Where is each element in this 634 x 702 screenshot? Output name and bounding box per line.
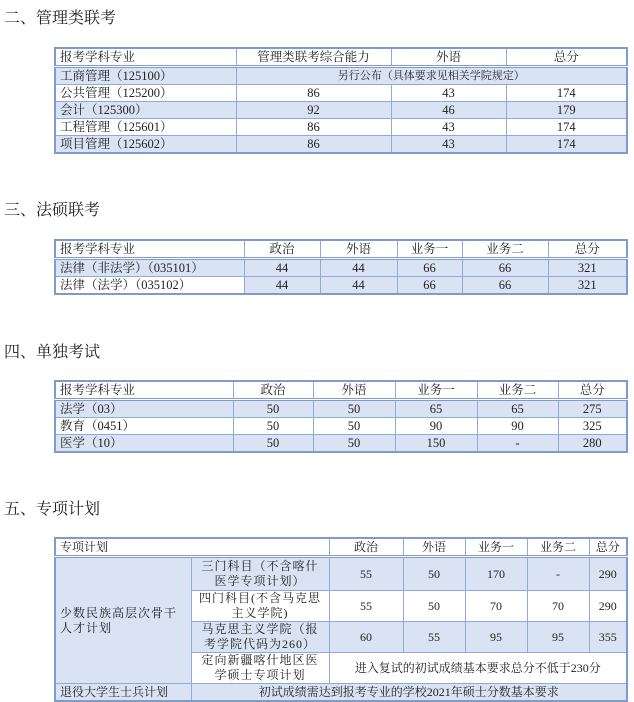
table-row <box>55 259 627 277</box>
cell: 50 <box>233 435 313 453</box>
independent-exam-table <box>54 380 628 453</box>
cell: 280 <box>558 435 627 453</box>
cell: 70 <box>527 591 589 622</box>
header-cell: 外语 <box>403 538 465 557</box>
cell: 50 <box>313 435 395 453</box>
header-cell: 政治 <box>233 381 313 400</box>
header-cell: 业务一 <box>465 538 527 557</box>
table-row <box>55 400 627 418</box>
cell: 定向新疆喀什地区医学硕士专项计划 <box>191 653 329 684</box>
cell: - <box>527 557 589 591</box>
cell: 项目管理（125602） <box>55 136 236 154</box>
cell: 43 <box>391 85 506 102</box>
cell: 公共管理（125200） <box>55 85 236 102</box>
cell: 三门科目（不含喀什医学专项计划） <box>191 557 329 591</box>
cell: 医学（10） <box>55 435 233 453</box>
table-header <box>55 538 627 557</box>
header-cell: 管理类联考综合能力 <box>236 48 391 67</box>
cell: 86 <box>236 85 391 102</box>
cell: 50 <box>313 418 395 435</box>
header-cell: 外语 <box>320 240 397 259</box>
cell: 321 <box>548 259 627 277</box>
header-cell: 政治 <box>329 538 403 557</box>
cell: 86 <box>236 136 391 154</box>
cell: 92 <box>236 102 391 119</box>
header-cell: 总分 <box>589 538 627 557</box>
header-cell: 外语 <box>313 381 395 400</box>
table-row <box>55 418 627 435</box>
cell: 44 <box>244 259 320 277</box>
cell: 95 <box>465 622 527 653</box>
cell: 法学（03） <box>55 400 233 418</box>
header-cell: 政治 <box>244 240 320 259</box>
cell: 90 <box>395 418 477 435</box>
cell: 50 <box>403 591 465 622</box>
major-cell: 工商管理（125100） <box>55 67 236 85</box>
cell: 60 <box>329 622 403 653</box>
cell: 290 <box>589 557 627 591</box>
cell: 43 <box>391 119 506 136</box>
table-header <box>55 48 627 67</box>
header-cell: 报考学科专业 <box>55 48 236 67</box>
cell: 55 <box>329 591 403 622</box>
header-cell: 总分 <box>548 240 627 259</box>
cell: 86 <box>236 119 391 136</box>
cell: 66 <box>397 277 462 295</box>
table-row <box>55 67 627 85</box>
management-table <box>54 47 628 154</box>
cell: 170 <box>465 557 527 591</box>
cell: 95 <box>527 622 589 653</box>
cell: 321 <box>548 277 627 295</box>
cell: 290 <box>589 591 627 622</box>
cell: 法律（非法学）（035101） <box>55 259 244 277</box>
table-row <box>55 684 627 702</box>
cell: 马克思主义学院（报考学院代码为260） <box>191 622 329 653</box>
header-cell: 业务二 <box>477 381 558 400</box>
cell: 275 <box>558 400 627 418</box>
table-row <box>55 557 627 591</box>
note-cell: 进入复试的初试成绩基本要求总分不低于230分 <box>329 653 627 684</box>
cell: 教育（0451） <box>55 418 233 435</box>
cell: 43 <box>391 136 506 154</box>
cell: 325 <box>558 418 627 435</box>
group-cell: 少数民族高层次骨干人才计划 <box>55 557 191 684</box>
header-cell: 业务一 <box>397 240 462 259</box>
cell: 65 <box>395 400 477 418</box>
table-header <box>55 240 627 259</box>
cell: 66 <box>462 259 548 277</box>
table-row <box>55 435 627 453</box>
section-title-law: 三、法硕联考 <box>4 200 101 219</box>
header-cell: 总分 <box>558 381 627 400</box>
header-cell: 业务二 <box>462 240 548 259</box>
cell: - <box>477 435 558 453</box>
cell: 44 <box>320 259 397 277</box>
cell: 174 <box>506 136 627 154</box>
cell: 会计（125300） <box>55 102 236 119</box>
law-table <box>54 239 628 295</box>
table-header <box>55 381 627 400</box>
section-title-independent: 四、单独考试 <box>4 342 101 361</box>
cell: 50 <box>233 418 313 435</box>
cell: 四门科目(不含马克思主义学院) <box>191 591 329 622</box>
cell: 50 <box>313 400 395 418</box>
table-row <box>55 277 627 295</box>
cell: 退役大学生士兵计划 <box>55 684 191 702</box>
cell: 355 <box>589 622 627 653</box>
cell: 66 <box>397 259 462 277</box>
cell: 工程管理（125601） <box>55 119 236 136</box>
note-cell: 另行公布（具体要求见相关学院规定） <box>236 67 627 85</box>
cell: 46 <box>391 102 506 119</box>
cell: 174 <box>506 119 627 136</box>
section-title-special: 五、专项计划 <box>4 499 101 518</box>
table-row <box>55 102 627 119</box>
cell: 55 <box>329 557 403 591</box>
special-plan-table <box>54 537 628 702</box>
cell: 66 <box>462 277 548 295</box>
header-cell: 报考学科专业 <box>55 381 233 400</box>
cell: 179 <box>506 102 627 119</box>
header-cell: 业务一 <box>395 381 477 400</box>
table-row <box>55 85 627 102</box>
cell: 44 <box>244 277 320 295</box>
cell: 50 <box>233 400 313 418</box>
cell: 90 <box>477 418 558 435</box>
cell: 70 <box>465 591 527 622</box>
cell: 150 <box>395 435 477 453</box>
cell: 174 <box>506 85 627 102</box>
header-cell: 专项计划 <box>55 538 329 557</box>
cell: 44 <box>320 277 397 295</box>
cell: 65 <box>477 400 558 418</box>
table-row <box>55 119 627 136</box>
header-cell: 报考学科专业 <box>55 240 244 259</box>
cell: 50 <box>403 557 465 591</box>
cell: 55 <box>403 622 465 653</box>
table-row <box>55 136 627 154</box>
header-cell: 总分 <box>506 48 627 67</box>
cell: 法律（法学）（035102） <box>55 277 244 295</box>
note-cell: 初试成绩需达到报考专业的学校2021年硕士分数基本要求 <box>191 684 627 702</box>
header-cell: 业务二 <box>527 538 589 557</box>
section-title-management: 二、管理类联考 <box>4 8 117 27</box>
header-cell: 外语 <box>391 48 506 67</box>
